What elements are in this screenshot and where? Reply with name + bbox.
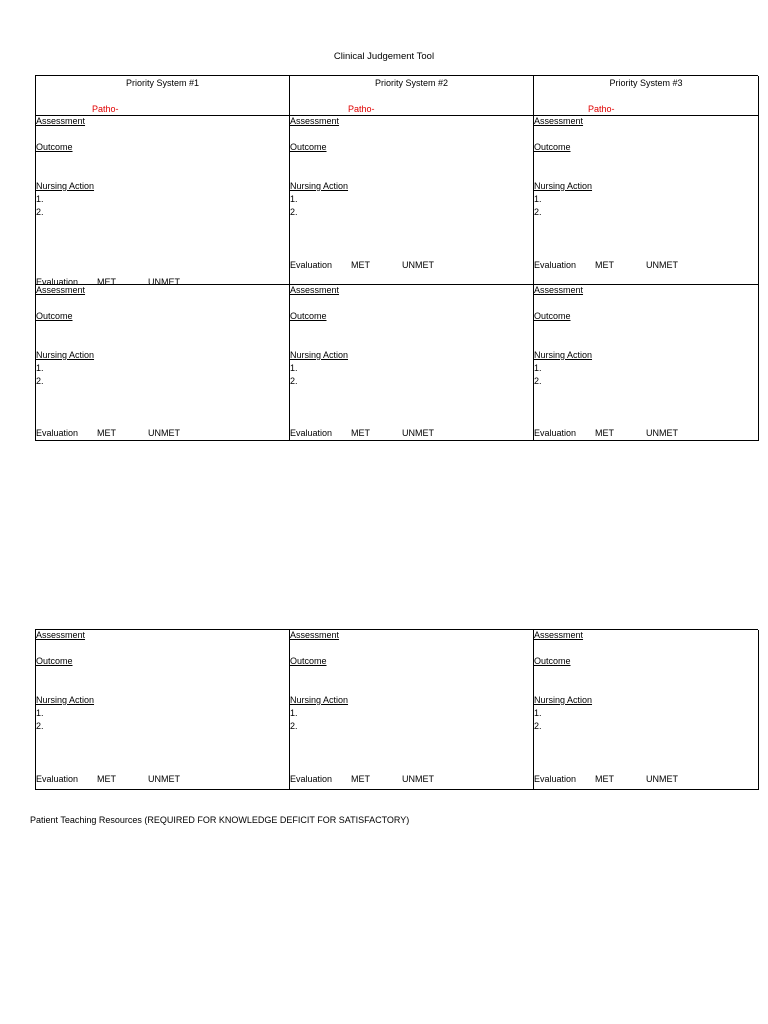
met-option: MET xyxy=(351,774,370,784)
outcome-label: Outcome xyxy=(290,142,327,152)
assessment-label: Assessment xyxy=(534,285,584,295)
nursing-action-label: Nursing Action xyxy=(534,181,593,191)
met-option: MET xyxy=(595,260,614,270)
action-item-1: 1. xyxy=(290,363,298,373)
met-option: MET xyxy=(97,774,116,784)
care-box xyxy=(534,285,759,441)
action-item-2: 2. xyxy=(290,376,298,386)
met-option: MET xyxy=(351,428,370,438)
care-box xyxy=(534,116,759,285)
unmet-option: UNMET xyxy=(148,774,180,784)
nursing-action-label: Nursing Action xyxy=(290,695,349,705)
assessment-label: Assessment xyxy=(36,285,86,295)
action-item-2: 2. xyxy=(534,721,542,731)
action-item-2: 2. xyxy=(290,721,298,731)
met-option: MET xyxy=(97,277,116,285)
assessment-label: Assessment xyxy=(290,285,340,295)
nursing-action-label: Nursing Action xyxy=(534,350,593,360)
met-option: MET xyxy=(595,774,614,784)
priority-system-label: Priority System #2 xyxy=(374,78,449,88)
nursing-action-label: Nursing Action xyxy=(290,181,349,191)
evaluation-label: Evaluation xyxy=(36,277,79,285)
unmet-option: UNMET xyxy=(402,260,434,270)
outcome-label: Outcome xyxy=(534,311,571,321)
assessment-label: Assessment xyxy=(290,116,340,126)
care-box xyxy=(36,116,290,285)
patho-label: Patho- xyxy=(348,104,375,114)
document-title: Clinical Judgement Tool xyxy=(333,51,435,62)
met-option: MET xyxy=(595,428,614,438)
action-item-1: 1. xyxy=(290,194,298,204)
priority-system-label: Priority System #3 xyxy=(609,78,683,88)
care-plan-table xyxy=(35,75,758,441)
outcome-label: Outcome xyxy=(534,142,571,152)
evaluation-label: Evaluation xyxy=(534,428,577,438)
evaluation-label: Evaluation xyxy=(36,774,79,784)
outcome-label: Outcome xyxy=(36,142,73,152)
action-item-1: 1. xyxy=(36,708,44,718)
evaluation-label: Evaluation xyxy=(290,260,333,270)
evaluation-label: Evaluation xyxy=(534,260,577,270)
care-box xyxy=(290,630,534,790)
care-plan-table-continued xyxy=(35,629,758,790)
care-box xyxy=(290,116,534,285)
action-item-1: 1. xyxy=(534,363,542,373)
priority-system-label: Priority System #1 xyxy=(125,78,200,88)
evaluation-label: Evaluation xyxy=(290,428,333,438)
action-item-1: 1. xyxy=(290,708,298,718)
unmet-option: UNMET xyxy=(402,774,434,784)
assessment-label: Assessment xyxy=(534,630,584,640)
care-box xyxy=(534,630,759,790)
assessment-label: Assessment xyxy=(36,630,86,640)
care-box xyxy=(290,285,534,441)
action-item-2: 2. xyxy=(36,721,44,731)
action-item-2: 2. xyxy=(534,376,542,386)
evaluation-label: Evaluation xyxy=(290,774,333,784)
outcome-label: Outcome xyxy=(36,656,73,666)
assessment-label: Assessment xyxy=(36,116,86,126)
evaluation-label: Evaluation xyxy=(36,428,79,438)
unmet-option: UNMET xyxy=(646,260,678,270)
action-item-1: 1. xyxy=(36,194,44,204)
action-item-2: 2. xyxy=(290,207,298,217)
care-box xyxy=(36,285,290,441)
unmet-option: UNMET xyxy=(148,277,180,285)
nursing-action-label: Nursing Action xyxy=(290,350,349,360)
evaluation-label: Evaluation xyxy=(534,774,577,784)
outcome-label: Outcome xyxy=(290,656,327,666)
outcome-label: Outcome xyxy=(534,656,571,666)
priority-header-3 xyxy=(534,76,759,116)
patient-teaching-resources-heading: Patient Teaching Resources (REQUIRED FOR KNOWLEDGE DEFICIT FOR SATISFACTORY) xyxy=(30,815,410,825)
priority-header-1 xyxy=(36,76,290,116)
action-item-2: 2. xyxy=(36,207,44,217)
patho-label: Patho- xyxy=(588,104,615,114)
action-item-1: 1. xyxy=(534,194,542,204)
assessment-label: Assessment xyxy=(534,116,584,126)
unmet-option: UNMET xyxy=(402,428,434,438)
action-item-1: 1. xyxy=(534,708,542,718)
nursing-action-label: Nursing Action xyxy=(36,695,95,705)
priority-header-2 xyxy=(290,76,534,116)
nursing-action-label: Nursing Action xyxy=(36,181,95,191)
met-option: MET xyxy=(351,260,370,270)
outcome-label: Outcome xyxy=(290,311,327,321)
nursing-action-label: Nursing Action xyxy=(36,350,95,360)
action-item-2: 2. xyxy=(36,376,44,386)
unmet-option: UNMET xyxy=(646,428,678,438)
action-item-2: 2. xyxy=(534,207,542,217)
unmet-option: UNMET xyxy=(646,774,678,784)
nursing-action-label: Nursing Action xyxy=(534,695,593,705)
met-option: MET xyxy=(97,428,116,438)
unmet-option: UNMET xyxy=(148,428,180,438)
assessment-label: Assessment xyxy=(290,630,340,640)
action-item-1: 1. xyxy=(36,363,44,373)
care-box xyxy=(36,630,290,790)
patho-label: Patho- xyxy=(92,104,119,114)
outcome-label: Outcome xyxy=(36,311,73,321)
